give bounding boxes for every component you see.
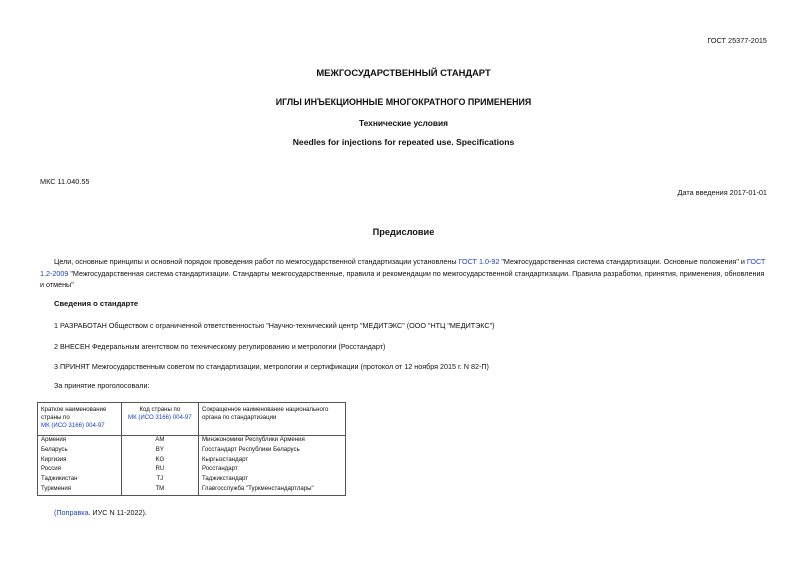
cell-country: Армения — [38, 436, 122, 446]
cell-country: Туркмения — [38, 485, 122, 495]
document-title-ru: ИГЛЫ ИНЪЕКЦИОННЫЕ МНОГОКРАТНОГО ПРИМЕНЕНИЯ — [275, 97, 532, 107]
mk-iso-link-col2[interactable]: МК (ИСО 3166) 004-97 — [128, 414, 192, 421]
document-code: ГОСТ 25377-2015 — [707, 36, 767, 45]
info-item-developed: 1 РАЗРАБОТАН Обществом с ограниченной ответственностью "Научно-технический центр "МЕДИТЭКС" (ООО "НТЦ "МЕДИТЭКС") — [54, 321, 495, 330]
cell-org: Таджикстандарт — [198, 475, 345, 485]
cell-code: TM — [121, 485, 198, 495]
header-national-body — [198, 403, 345, 436]
mk-iso-link-col1[interactable]: МК (ИСО 3166) 004-97 — [41, 422, 105, 429]
cell-org: Госстандарт Республики Беларусь — [198, 446, 345, 456]
table-row — [38, 436, 346, 446]
table-row — [38, 475, 346, 485]
cell-code: AM — [121, 436, 198, 446]
document-title-en: Needles for injections for repeated use. Specifications — [292, 137, 515, 147]
table-row — [38, 456, 346, 466]
cell-country: Таджикистан — [38, 475, 122, 485]
preface-text-part2: "Межгосударственная система стандартизации. Основные положения" и — [499, 257, 747, 266]
header-national-body-text: Сокращенное наименование национального органа по стандартизации — [201, 406, 329, 421]
info-item-introduced: 2 ВНЕСЕН Федеральным агентством по техническому регулированию и метрологии (Росстандарт) — [54, 342, 386, 351]
gost-1-0-link[interactable]: ГОСТ 1.0-92 — [458, 257, 500, 266]
cell-code: BY — [121, 446, 198, 456]
table-row — [38, 465, 346, 475]
cell-country: Киргизия — [38, 456, 122, 466]
cell-country: Беларусь — [38, 446, 122, 456]
document-subtitle: Технические условия — [358, 118, 449, 128]
table-row — [38, 446, 346, 456]
table-row — [38, 485, 346, 495]
preface-heading: Предисловие — [372, 227, 435, 237]
amendment-link[interactable]: (Поправка — [54, 508, 89, 517]
mks-code: МКС 11.040.55 — [40, 177, 90, 186]
standard-type-title: МЕЖГОСУДАРСТВЕННЫЙ СТАНДАРТ — [316, 67, 491, 78]
preface-text-part1: Цели, основные принципы и основной порядок проведения работ по межгосударственной стандартизации установлены — [54, 257, 459, 266]
cell-org: Кыргызстандарт — [198, 456, 345, 466]
cell-code: RU — [121, 465, 198, 475]
table-header-row — [38, 403, 346, 436]
cell-org: Росстандарт — [198, 465, 345, 475]
header-country-name-text: Краткое наименование страны по — [41, 406, 107, 421]
preface-text-part3: "Межгосударственная система стандартизации. Стандарты межгосударственные, правила и рекомендации по межгосударственной стандартизации. Правила разработки, принятия, применения, обновления и отмены" — [40, 268, 765, 289]
header-country-code-text: Код страны по — [139, 406, 181, 413]
cell-org: Минэкономики Республики Армения — [198, 436, 345, 446]
introduction-date: Дата введения 2017-01-01 — [677, 188, 767, 197]
cell-org: Главгосслужба "Туркменстандартлары" — [198, 485, 345, 495]
cell-country: Россия — [38, 465, 122, 475]
header-country-code — [121, 403, 198, 436]
amendment-note — [54, 508, 147, 517]
voted-label: За принятие проголосовали: — [54, 381, 150, 390]
amendment-text: . ИУС N 11-2022). — [88, 508, 147, 517]
standard-info-heading: Сведения о стандарте — [54, 299, 139, 308]
cell-code: TJ — [121, 475, 198, 485]
voting-countries-table — [37, 402, 346, 496]
info-item-adopted: 3 ПРИНЯТ Межгосударственным советом по стандартизации, метрологии и сертификации (протокол от 12 ноября 2015 г. N 82-П) — [54, 362, 489, 371]
cell-code: KG — [121, 456, 198, 466]
gost-1-2-link[interactable]: ГОСТ 1.2-2009 — [40, 257, 766, 278]
header-country-name — [38, 403, 122, 436]
preface-paragraph — [40, 256, 770, 291]
